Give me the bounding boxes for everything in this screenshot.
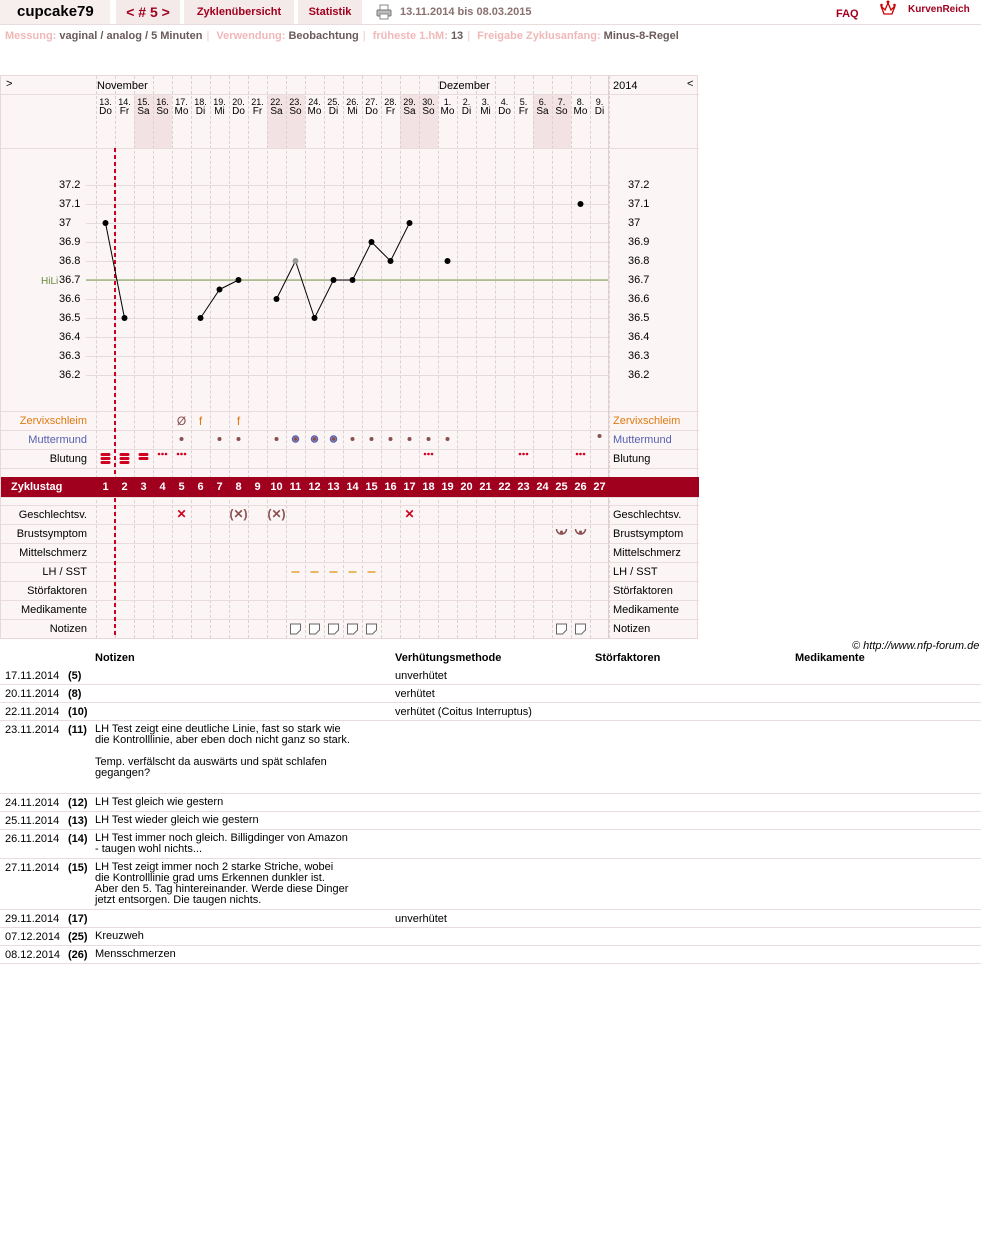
note-date: 20.11.2014 [5, 688, 60, 700]
note-row [0, 703, 981, 721]
blood-spot-icon [177, 453, 180, 456]
breast-symptom-dot [579, 531, 582, 534]
day-number: 4. [500, 97, 509, 107]
weekday: So [156, 106, 169, 117]
symptom-row-label-right: Störfaktoren [613, 585, 673, 597]
weekday: Sa [403, 106, 416, 117]
day-number: 3. [481, 97, 490, 107]
note-icon [310, 624, 320, 634]
username: cupcake79 [0, 0, 110, 24]
day-number: 27. [365, 97, 378, 107]
temp-point [122, 315, 128, 321]
cycle-day-number: 27 [593, 481, 606, 493]
date-range: 13.11.2014 bis 08.03.2015 [400, 6, 532, 18]
weekday: So [289, 106, 302, 117]
note-text: LH Test gleich wie gestern [95, 796, 224, 808]
day-number: 5. [519, 97, 528, 107]
note-text: LH Test zeigt eine deutliche Linie, fast so stark wie die Kontrolllinie, aber eben doch nicht ganz so stark. Temp. verfälscht da auswärts und spät schlafen gegangen? [95, 723, 350, 779]
temp-tick-left: 36.3 [59, 350, 81, 362]
note-cycle-day: (13) [68, 815, 88, 827]
weekday: Mi [214, 106, 225, 117]
temp-tick-left: 36.8 [59, 255, 81, 267]
day-number: 30. [422, 97, 435, 107]
symptom-row-label-right: Mittelschmerz [613, 547, 681, 559]
day-number: 15. [137, 97, 150, 107]
blood-heavy-icon [120, 457, 130, 460]
temp-point [407, 220, 413, 226]
meta-usage-label: Verwendung: [216, 30, 286, 42]
cycle-day-number: 1 [102, 481, 109, 493]
note-date: 17.11.2014 [5, 670, 60, 682]
zyklustag-bar [1, 477, 699, 497]
note-row [0, 721, 981, 794]
day-number: 14. [118, 97, 131, 107]
blood-heavy-icon [120, 461, 130, 464]
weekday: Mi [347, 106, 358, 117]
weekday: Di [461, 106, 472, 117]
note-cycle-day: (12) [68, 797, 88, 809]
blood-heavy-icon [139, 453, 149, 456]
day-number: 21. [251, 97, 264, 107]
temp-tick-left: 36.6 [59, 293, 81, 305]
temp-point [388, 258, 394, 264]
note-date: 07.12.2014 [5, 931, 61, 943]
note-cycle-day: (10) [68, 706, 88, 718]
intercourse-symbol: ✕ [176, 507, 187, 521]
note-row [0, 667, 981, 685]
cycle-day-number: 2 [121, 481, 128, 493]
note-icon [348, 624, 358, 634]
day-number: 17. [175, 97, 188, 107]
note-cycle-day: (26) [68, 949, 88, 961]
cycle-nav-button[interactable]: < # 5 > [116, 0, 180, 24]
cycle-meta: Messung: vaginal / analog / 5 Minuten | Verwendung: Beobachtung | früheste 1.hM: 13 | Freigabe Zyklusanfang: Minus-8-Regel [5, 30, 679, 42]
cycle-day-number: 4 [159, 481, 166, 493]
muttermund-dot [598, 434, 602, 438]
note-date: 26.11.2014 [5, 833, 60, 845]
zervix-symbol: f [198, 414, 203, 428]
day-number: 24. [308, 97, 321, 107]
cycle-day-number: 12 [308, 481, 321, 493]
print-icon[interactable] [376, 4, 392, 20]
symptom-row-label-right: Brustsymptom [613, 528, 684, 540]
blood-spot-icon [184, 453, 187, 456]
intercourse-symbol: ✕ [404, 507, 415, 521]
weekday: So [555, 106, 568, 117]
muttermund-dot [275, 437, 279, 441]
cycle-day-number: 15 [365, 481, 378, 493]
muttermund-label: Muttermund [28, 434, 87, 446]
day-number: 16. [156, 97, 169, 107]
day-number: 25. [327, 97, 340, 107]
temp-point [350, 277, 356, 283]
day-number: 20. [232, 97, 245, 107]
weekday: Do [365, 106, 378, 117]
temp-tick-left: 36.9 [59, 236, 81, 248]
weekday: Fr [252, 106, 263, 117]
note-method: unverhütet [395, 670, 447, 682]
cycle-day-number: 20 [460, 481, 473, 493]
temp-point [369, 239, 375, 245]
weekday: Fr [119, 106, 130, 117]
temp-segment [315, 280, 334, 318]
blood-spot-icon [579, 453, 582, 456]
meta-earliest-value: 13 [450, 30, 464, 42]
blood-spot-icon [180, 453, 183, 456]
cycle-day-number: 10 [270, 481, 283, 493]
muttermund-dot [446, 437, 450, 441]
temp-tick-right: 37 [628, 217, 641, 229]
note-text: LH Test wieder gleich wie gestern [95, 814, 259, 826]
note-text: LH Test zeigt immer noch 2 starke Striche, wobei die Kontrolllinie grad ums Erkennen dunkler ist. Aber den 5. Tag hintereinander. Werde diese Dinger jetzt entsorgen. Die taugen nichts. [95, 861, 352, 906]
blood-spot-icon [424, 453, 427, 456]
temp-tick-left: 36.5 [59, 312, 81, 324]
day-number: 28. [384, 97, 397, 107]
symptom-row-label: Störfaktoren [27, 585, 87, 597]
note-date: 08.12.2014 [5, 949, 61, 961]
weekday: Sa [270, 106, 283, 117]
temp-tick-right: 36.2 [628, 369, 650, 381]
note-cycle-day: (17) [68, 913, 88, 925]
weekday: Fr [385, 106, 396, 117]
symptom-row-label-right: Geschlechtsv. [613, 509, 682, 521]
temp-point [198, 315, 204, 321]
cycle-day-number: 11 [289, 481, 302, 493]
temp-point [217, 287, 223, 293]
note-date: 24.11.2014 [5, 797, 60, 809]
year-label: 2014 [613, 80, 638, 92]
statistics-tab[interactable]: Statistik [298, 0, 362, 24]
symptom-row-label: Geschlechtsv. [18, 509, 87, 521]
note-icon [557, 624, 567, 634]
temp-tick-left: 36.7 [59, 274, 81, 286]
day-number: 9. [595, 97, 604, 107]
muttermund-dot [351, 437, 355, 441]
blood-heavy-icon [101, 457, 111, 460]
cycle-day-number: 22 [498, 481, 511, 493]
weekday: Sa [137, 106, 150, 117]
blood-heavy-icon [101, 453, 111, 456]
temp-tick-right: 37.2 [628, 179, 650, 191]
note-cycle-day: (15) [68, 862, 88, 874]
temp-tick-right: 36.4 [628, 331, 650, 343]
day-number: 26. [346, 97, 359, 107]
muttermund-dot [389, 437, 393, 441]
col-factors: Störfaktoren [595, 652, 661, 664]
weekday: Sa [536, 106, 549, 117]
col-meds: Medikamente [795, 652, 865, 664]
weekday: Mo [440, 106, 455, 117]
temp-segment [296, 261, 315, 318]
breast-symptom-dot [560, 531, 563, 534]
weekday: Fr [518, 106, 529, 117]
temp-point [293, 258, 299, 264]
cycle-day-number: 14 [346, 481, 359, 493]
day-number: 22. [270, 97, 283, 107]
note-cycle-day: (8) [68, 688, 82, 700]
note-date: 23.11.2014 [5, 724, 60, 736]
temp-point [578, 201, 584, 207]
temp-segment [372, 242, 391, 261]
muttermund-dot [313, 437, 317, 441]
cycle-day-number: 5 [178, 481, 185, 493]
muttermund-dot [427, 437, 431, 441]
zervix-symbol: Ø [176, 414, 187, 428]
temp-tick-right: 36.8 [628, 255, 650, 267]
note-date: 29.11.2014 [5, 913, 60, 925]
temp-tick-left: 36.4 [59, 331, 81, 343]
note-date: 27.11.2014 [5, 862, 60, 874]
cycle-day-number: 3 [140, 481, 147, 493]
crown-logo-icon[interactable] [880, 0, 896, 18]
intercourse-symbol: (✕) [267, 507, 286, 521]
zervix-label: Zervixschleim [19, 415, 87, 427]
day-number: 23. [289, 97, 302, 107]
muttermund-dot [370, 437, 374, 441]
hili-label: HiLi [41, 276, 59, 287]
temp-tick-right: 36.9 [628, 236, 650, 248]
blood-spot-icon [519, 453, 522, 456]
symptom-row-label-right: Notizen [613, 623, 651, 635]
cycle-day-number: 17 [403, 481, 416, 493]
brand-name[interactable]: KurvenReich [908, 4, 970, 15]
cycle-day-number: 25 [555, 481, 568, 493]
note-text: Mensschmerzen [95, 948, 176, 960]
note-cycle-day: (14) [68, 833, 88, 845]
note-row [0, 794, 981, 812]
temp-segment [201, 290, 220, 319]
note-method: verhütet [395, 688, 435, 700]
cycle-day-number: 24 [536, 481, 549, 493]
meta-release-value: Minus-8-Regel [603, 30, 679, 42]
temp-point [445, 258, 451, 264]
temp-tick-right: 36.3 [628, 350, 650, 362]
weekday: Mo [174, 106, 189, 117]
month-november: November [97, 80, 148, 92]
note-method: verhütet (Coitus Interruptus) [395, 706, 532, 718]
blood-heavy-icon [139, 457, 149, 460]
top-bar [0, 0, 981, 25]
temp-point [236, 277, 242, 283]
temp-tick-left: 36.2 [59, 369, 81, 381]
muttermund-dot [294, 437, 298, 441]
temp-point [274, 296, 280, 302]
temp-tick-right: 36.5 [628, 312, 650, 324]
meta-measure-label: Messung: [5, 30, 57, 42]
day-number: 29. [403, 97, 416, 107]
blood-spot-icon [522, 453, 525, 456]
weekday: Di [594, 106, 605, 117]
weekday: Do [99, 106, 112, 117]
meta-earliest-label: früheste 1.hM: [372, 30, 448, 42]
cycle-day-number: 13 [327, 481, 340, 493]
note-row [0, 946, 981, 964]
blood-heavy-icon [120, 453, 130, 456]
note-text: LH Test immer noch gleich. Billigdinger von Amazon - taugen wohl nichts... [95, 832, 351, 855]
temp-segment [353, 242, 372, 280]
zervix-label-right: Zervixschleim [613, 415, 681, 427]
next-cycle-arrow[interactable]: < [687, 78, 694, 90]
meta-measure-value: vaginal / analog / 5 Minuten [59, 30, 203, 42]
day-number: 7. [557, 97, 566, 107]
temp-tick-right: 36.6 [628, 293, 650, 305]
temp-tick-right: 37.1 [628, 198, 650, 210]
blood-spot-icon [576, 453, 579, 456]
cycle-day-number: 9 [254, 481, 261, 493]
blood-spot-icon [427, 453, 430, 456]
temp-segment [220, 280, 239, 290]
copyright: © http://www.nfp-forum.de [852, 640, 980, 652]
faq-link[interactable]: FAQ [836, 8, 859, 20]
cycle-day-number: 7 [216, 481, 223, 493]
symptom-row-label: Medikamente [20, 604, 87, 616]
cycle-overview-tab[interactable]: Zyklenübersicht [184, 0, 294, 24]
note-text: Kreuzweh [95, 930, 144, 942]
meta-release-label: Freigabe Zyklusanfang: [477, 30, 601, 42]
weekday: Di [328, 106, 339, 117]
temperature-plot [1, 76, 699, 640]
muttermund-dot [237, 437, 241, 441]
muttermund-dot [332, 437, 336, 441]
blood-heavy-icon [101, 461, 111, 464]
cycle-day-number: 16 [384, 481, 397, 493]
cycle-day-number: 19 [441, 481, 454, 493]
symptom-row-label: Notizen [49, 623, 87, 635]
symptom-row-label-right: Medikamente [613, 604, 680, 616]
cycle-day-number: 6 [197, 481, 204, 493]
note-cycle-day: (25) [68, 931, 88, 943]
temp-tick-right: 36.7 [628, 274, 650, 286]
blood-spot-icon [526, 453, 529, 456]
weekday: Do [498, 106, 511, 117]
note-cycle-day: (5) [68, 670, 82, 682]
temp-tick-left: 37 [59, 217, 72, 229]
note-row [0, 830, 981, 859]
intercourse-symbol: (✕) [229, 507, 248, 521]
day-number: 18. [194, 97, 207, 107]
note-icon [329, 624, 339, 634]
cycle-day-number: 26 [574, 481, 587, 493]
blood-spot-icon [583, 453, 586, 456]
col-method: Verhütungsmethode [395, 652, 502, 664]
blutung-label: Blutung [49, 453, 87, 465]
cycle-day-number: 21 [479, 481, 492, 493]
note-icon [367, 624, 377, 634]
temp-segment [391, 223, 410, 261]
note-cycle-day: (11) [68, 724, 87, 736]
cycle-day-number: 23 [517, 481, 530, 493]
temp-tick-left: 37.2 [59, 179, 81, 191]
cycle-day-number: 18 [422, 481, 435, 493]
note-row [0, 910, 981, 928]
day-number: 13. [99, 97, 112, 107]
weekday: Mo [307, 106, 322, 117]
symptom-row-label: Mittelschmerz [19, 547, 87, 559]
note-method: unverhütet [395, 913, 447, 925]
note-row [0, 685, 981, 703]
note-icon [291, 624, 301, 634]
muttermund-dot [408, 437, 412, 441]
blood-spot-icon [431, 453, 434, 456]
symptom-row-label-right: LH / SST [613, 566, 658, 578]
blood-spot-icon [165, 453, 168, 456]
blood-spot-icon [161, 453, 164, 456]
day-number: 1. [443, 97, 452, 107]
note-date: 22.11.2014 [5, 706, 60, 718]
day-number: 8. [576, 97, 585, 107]
month-december: Dezember [439, 80, 490, 92]
symptom-row-label: Brustsymptom [16, 528, 87, 540]
note-row [0, 928, 981, 946]
note-icon [576, 624, 586, 634]
temp-point [312, 315, 318, 321]
symptom-row-label: LH / SST [42, 566, 87, 578]
day-number: 19. [213, 97, 226, 107]
blood-spot-icon [158, 453, 161, 456]
muttermund-label-right: Muttermund [613, 434, 672, 446]
zyklustag-label: Zyklustag [11, 481, 63, 493]
weekday: Di [195, 106, 206, 117]
note-row [0, 859, 981, 910]
weekday: Do [232, 106, 245, 117]
temp-tick-left: 37.1 [59, 198, 81, 210]
cycle-day-number: 8 [235, 481, 242, 493]
blutung-label-right: Blutung [613, 453, 651, 465]
note-date: 25.11.2014 [5, 815, 60, 827]
meta-usage-value: Beobachtung [288, 30, 359, 42]
temp-point [331, 277, 337, 283]
col-notes: Notizen [95, 652, 135, 664]
prev-cycle-arrow[interactable]: > [6, 78, 13, 90]
weekday: Mo [573, 106, 588, 117]
muttermund-dot [218, 437, 222, 441]
muttermund-dot [180, 437, 184, 441]
day-number: 2. [462, 97, 471, 107]
weekday: So [422, 106, 435, 117]
temp-point [103, 220, 109, 226]
zervix-symbol: f [236, 414, 241, 428]
day-number: 6. [538, 97, 547, 107]
weekday: Mi [480, 106, 491, 117]
cycle-chart [0, 75, 698, 639]
note-row [0, 812, 981, 830]
